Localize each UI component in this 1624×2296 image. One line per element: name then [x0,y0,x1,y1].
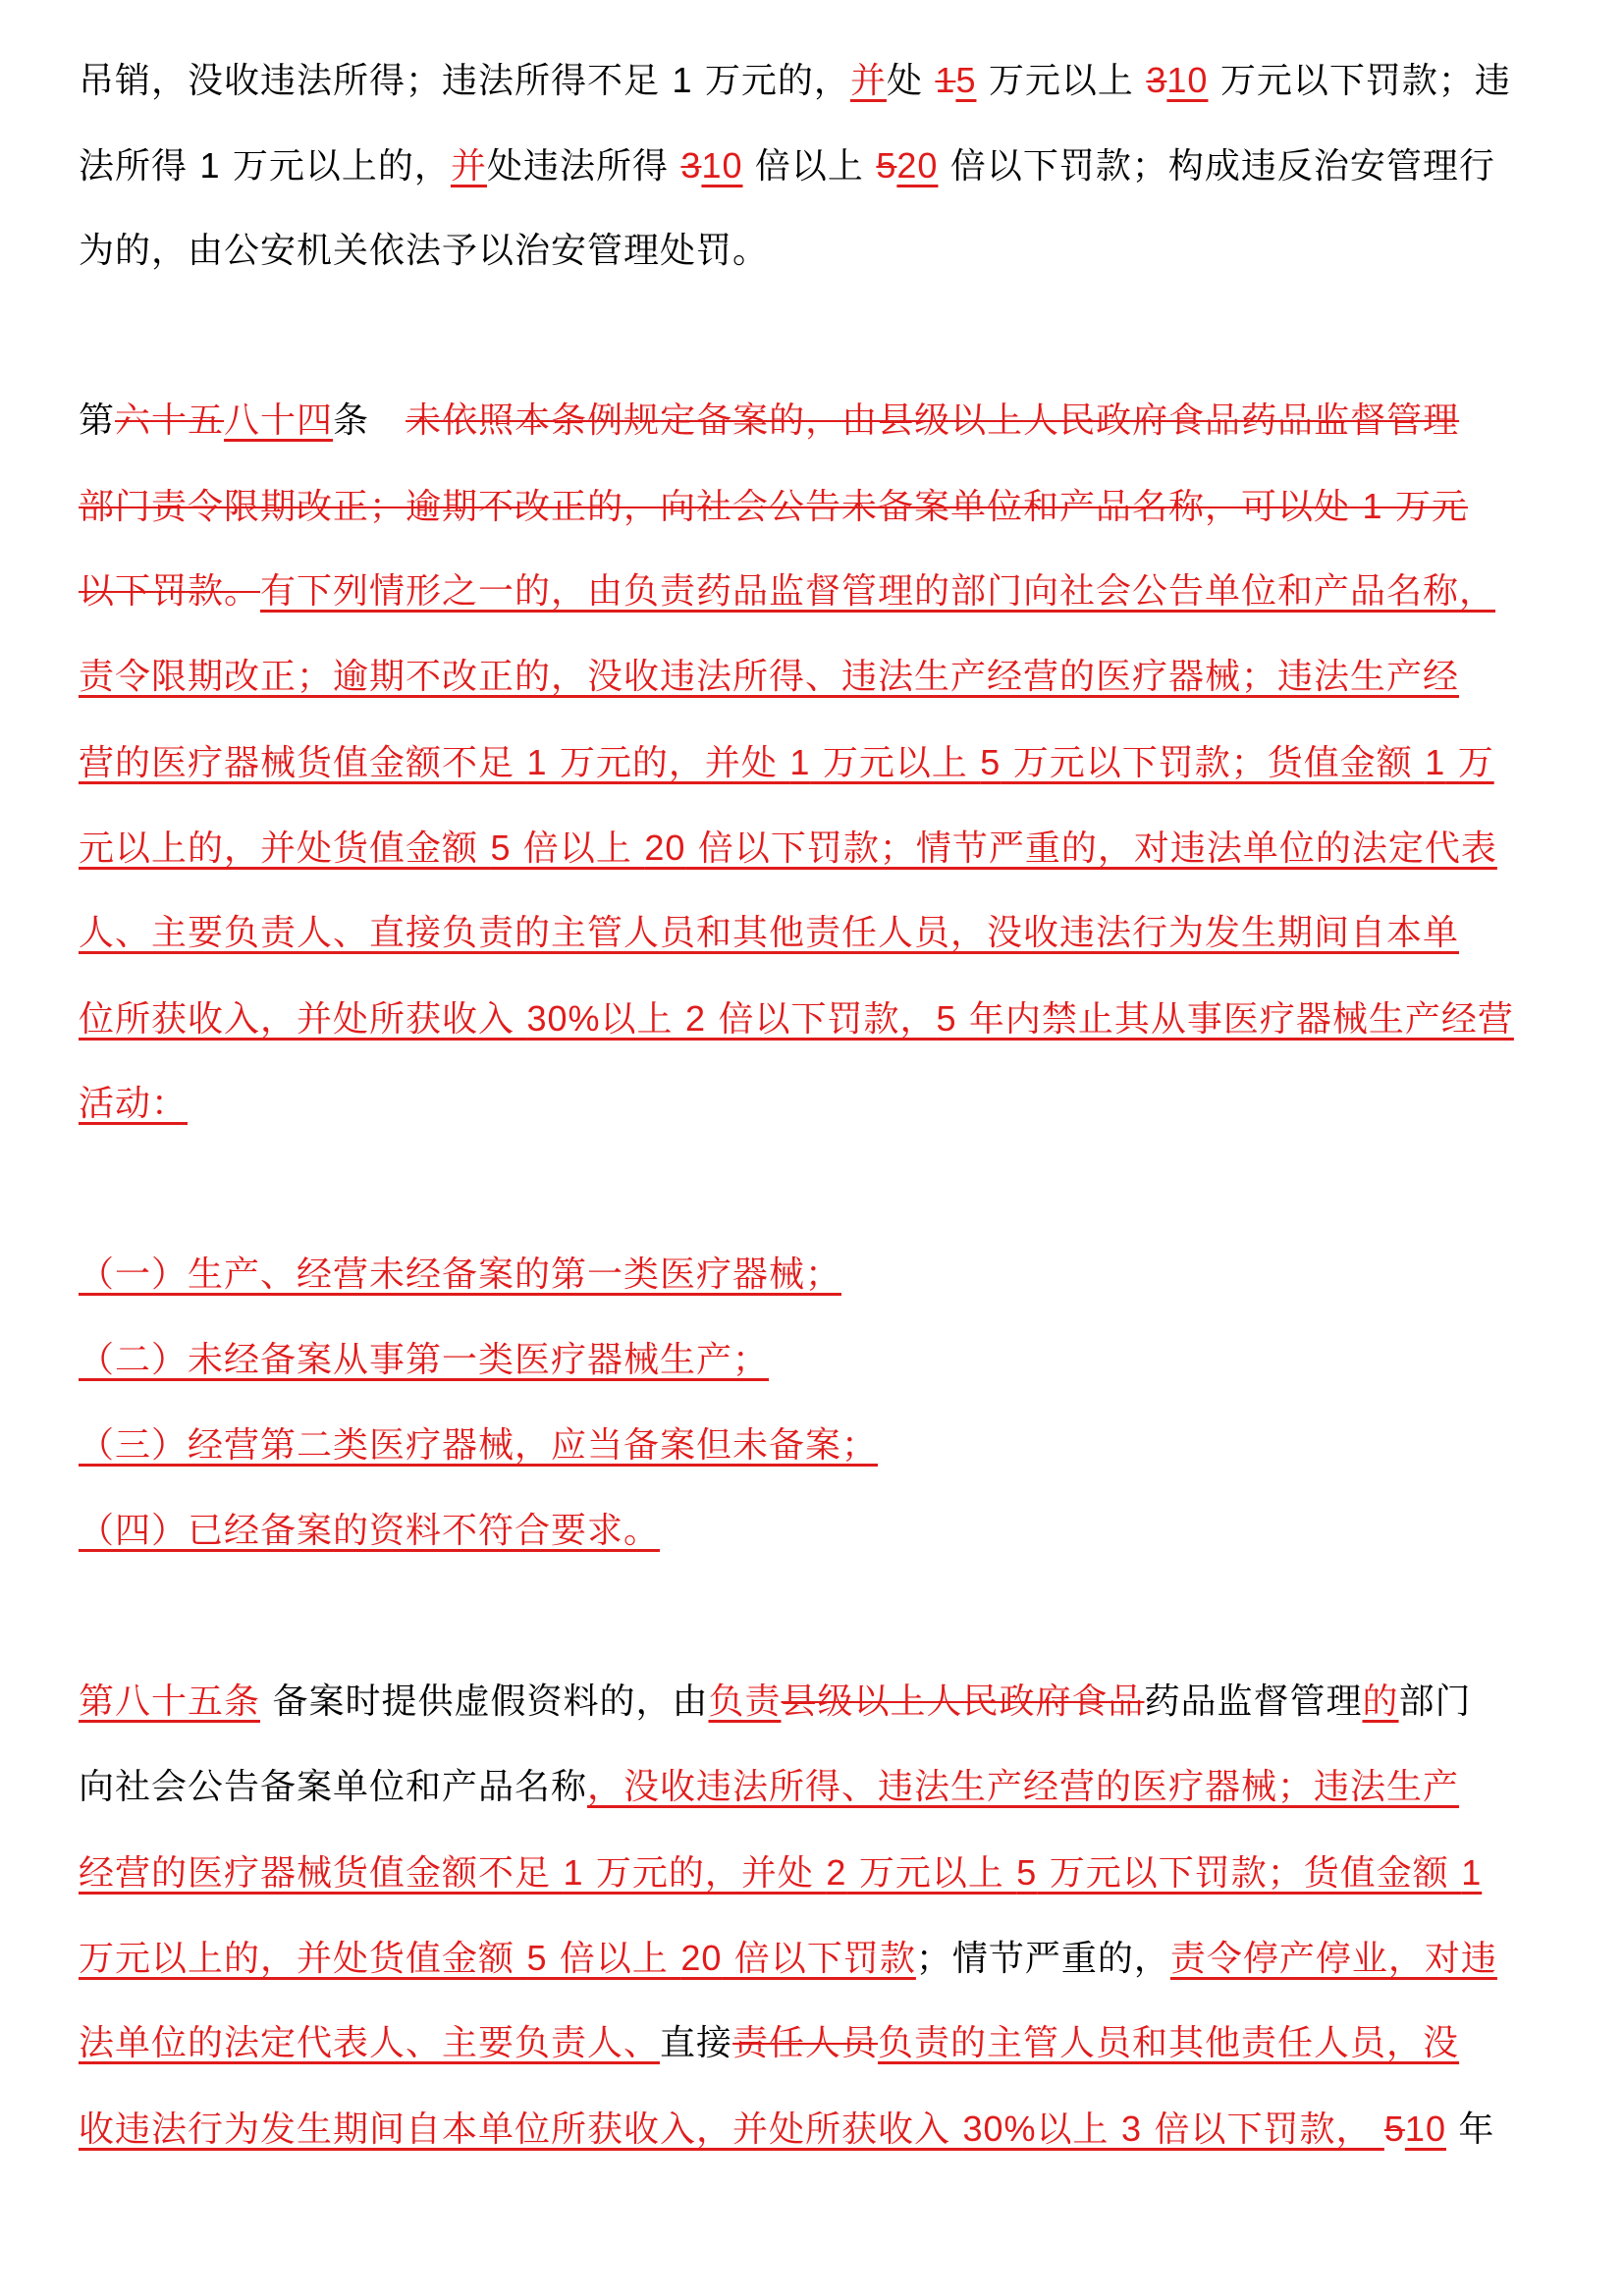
inserted-text: 10 [1404,2109,1446,2149]
text-segment: 法所得 [79,146,200,187]
deleted-text: 以下罚款。 [79,571,261,612]
inserted-text: 并 [450,146,487,187]
text-segment: 部门 [1398,1682,1472,1722]
inserted-text: 5 [526,1938,548,1978]
inserted-text: 八十四 [224,400,334,441]
inserted-text: 20 [680,1938,723,1978]
inserted-text: 法单位的法定代表人、主要负责人、 [79,2023,661,2063]
inserted-text: 倍以下罚款， [1142,2109,1384,2150]
deleted-text: 5 [876,145,897,186]
inserted-text: 1 [789,742,811,782]
inserted-text: 万元的，并处 [547,743,790,783]
text-line [79,654,1459,703]
text-segment: 1 [672,60,693,100]
text-segment: 万元以下罚款；违 [1208,61,1511,101]
inserted-text: 5 [955,60,977,100]
text-segment: 1 [199,145,221,186]
deleted-text: 县级以上人民政府食品 [781,1682,1145,1722]
text-segment: 直接 [660,2023,733,2063]
inserted-text: 万元以下罚款；货值金额 [1037,1853,1462,1894]
inserted-text: （四）已经备案的资料不符合要求。 [79,1511,661,1551]
text-line [79,1849,1482,1898]
inserted-text: 负责的主管人员和其他责任人员，没 [878,2023,1460,2063]
text-line [79,1764,1459,1813]
inserted-text: 5 [490,828,512,868]
text-segment: 万元的， [692,61,850,101]
text-line [79,910,1459,959]
inserted-text: 人、主要负责人、直接负责的主管人员和其他责任人员，没收违法行为发生期间自本单 [79,913,1460,953]
text-segment: 处违法所得 [486,146,681,187]
text-line [79,228,769,277]
inserted-text: 以上 [600,999,685,1040]
deleted-text: 万元 [1382,487,1468,527]
inserted-text: 万元以上 [810,743,981,783]
inserted-text: 倍以上 [511,828,645,869]
inserted-text: 以上 [1036,2109,1121,2150]
inserted-text: 经营的医疗器械货值金额不足 [79,1853,564,1894]
inserted-text: 1 [1461,1852,1483,1893]
text-segment: 第 [79,400,116,441]
inserted-text: 位所获收入，并处所获收入 [79,999,527,1040]
inserted-text: 营的医疗器械货值金额不足 [79,743,527,783]
text-segment: 倍以上 [742,146,877,187]
inserted-text: 万 [1445,743,1494,783]
list-item [79,1422,878,1471]
deleted-text: 1 [935,60,956,100]
inserted-text: 倍以上 [547,1939,681,1979]
text-line [79,568,1495,617]
inserted-text: （一）生产、经营未经备案的第一类医疗器械； [79,1255,842,1295]
inserted-text: 责令限期改正；逾期不改正的，没收违法所得、违法生产经营的医疗器械；违法生产经 [79,657,1460,697]
inserted-text: ，没收违法所得、违法生产经营的医疗器械；违法生产 [587,1767,1460,1807]
inserted-text: 倍以下罚款 [722,1939,916,1979]
inserted-text: 并 [849,61,887,101]
text-segment: 倍以下罚款；构成违反治安管理行 [938,146,1495,187]
deleted-text: 责任人员 [732,2023,879,2063]
deleted-text: 部门责令限期改正；逾期不改正的，向社会公告未备案单位和产品名称，可以处 [79,487,1363,527]
text-line [79,483,1468,532]
list-item [79,1252,841,1301]
text-line [79,398,1459,447]
text-line [79,1679,1472,1728]
text-line [79,739,1494,788]
text-segment: 向社会公告备案单位和产品名称 [79,1767,588,1807]
inserted-text: 20 [644,828,686,868]
text-segment: 吊销，没收违法所得；违法所得不足 [79,61,673,101]
inserted-text: 2 [826,1852,847,1893]
deleted-text: 3 [680,145,702,186]
text-line [79,1081,188,1130]
text-segment: 万元以上的， [220,146,451,187]
text-line [79,1935,1497,1984]
inserted-text: 5 [936,998,957,1039]
inserted-text: 万元以上的，并处货值金额 [79,1939,527,1979]
text-line [79,2106,1494,2155]
inserted-text: 收违法行为发生期间自本单位所获收入，并处所获收入 [79,2109,963,2150]
inserted-text: 活动： [79,1084,189,1124]
text-segment: 备案时提供虚假资料的，由 [260,1682,709,1722]
inserted-text: 万元以下罚款；货值金额 [1001,743,1426,783]
list-item [79,1508,660,1557]
deleted-text: 未依照本条例规定备案的，由县级以上人民政府食品药品监督管理 [406,400,1460,441]
list-item [79,1337,769,1386]
text-segment: ；情节严重的， [915,1939,1170,1979]
inserted-text: 有下列情形之一的，由负责药品监督管理的部门向社会公告单位和产品名称， [260,571,1496,612]
text-segment: 万元以上 [976,61,1147,101]
inserted-text: 万元的，并处 [583,1853,827,1894]
inserted-text: 1 [526,742,548,782]
inserted-text: 倍以下罚款；情节严重的，对违法单位的法定代表 [685,828,1497,869]
text-line [79,825,1497,874]
inserted-text: 3 [1120,2109,1142,2149]
text-segment: 处 [886,61,936,101]
text-segment: 药品监督管理 [1144,1682,1363,1722]
inserted-text: 2 [684,998,706,1039]
text-line [79,142,1495,191]
inserted-text: 万元以上 [846,1853,1017,1894]
inserted-text: 1 [563,1852,584,1893]
inserted-text: 20 [896,145,939,186]
inserted-text: 负责 [708,1682,782,1722]
inserted-text: 5 [1016,1852,1038,1893]
text-line [79,2020,1459,2069]
deleted-text: 六十五 [115,400,225,441]
inserted-text: （三）经营第二类医疗器械，应当备案但未备案； [79,1425,879,1466]
deleted-text: 3 [1146,60,1167,100]
inserted-text: 30% [962,2109,1037,2149]
inserted-text: 10 [1166,60,1209,100]
inserted-text: 1 [1425,742,1446,782]
inserted-text: 10 [701,145,743,186]
deleted-text: 1 [1362,486,1383,526]
text-line [79,57,1511,106]
inserted-text: 5 [980,742,1001,782]
inserted-text: 的 [1362,1682,1399,1722]
text-segment: 年 [1445,2109,1495,2150]
inserted-text: 年内禁止其从事医疗器械生产经营 [956,999,1514,1040]
deleted-text: 5 [1383,2109,1405,2149]
inserted-text: 第八十五条 [79,1682,261,1722]
inserted-text: （二）未经备案从事第一类医疗器械生产； [79,1340,770,1380]
inserted-text: 责令停产停业，对违 [1169,1939,1497,1979]
text-line [79,995,1514,1044]
text-segment: 条 [333,400,406,441]
text-segment: 为的，由公安机关依法予以治安管理处罚。 [79,231,770,271]
inserted-text: 倍以下罚款， [706,999,937,1040]
inserted-text: 30% [526,998,601,1039]
inserted-text: 元以上的，并处货值金额 [79,828,491,869]
